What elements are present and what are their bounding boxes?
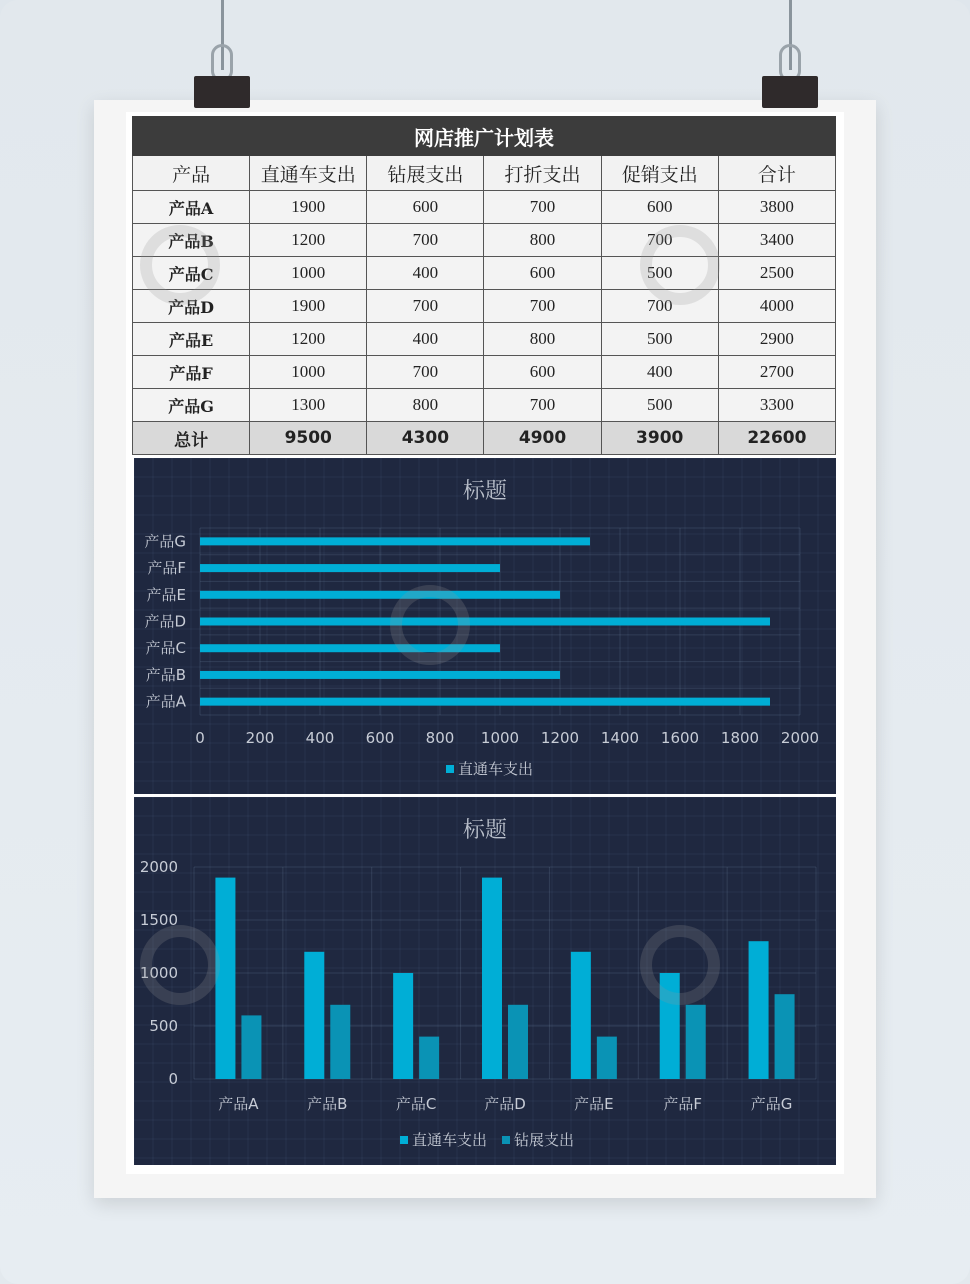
y-tick-label: 产品B — [145, 665, 186, 684]
bar-产品B-series2 — [330, 1005, 350, 1079]
legend-label-series1: 直通车支出 — [458, 760, 534, 778]
cell-discount: 700 — [484, 191, 601, 224]
legend-label-series1: 直通车支出 — [412, 1131, 488, 1149]
y-tick-label: 0 — [168, 1070, 178, 1088]
legend-swatch-series1 — [446, 765, 454, 773]
cell-diamond-booth: 400 — [367, 323, 484, 356]
bar-产品G-series1 — [749, 941, 769, 1079]
binder-clip-right — [762, 76, 818, 108]
cell-product: 产品C — [133, 257, 250, 290]
cell-discount: 800 — [484, 224, 601, 257]
cell-discount: 800 — [484, 323, 601, 356]
watermark-logo — [140, 925, 220, 1005]
bar-产品G — [200, 537, 590, 545]
bar-产品B-series1 — [304, 952, 324, 1079]
x-tick-label: 200 — [245, 729, 275, 747]
cell-diamond-booth: 400 — [367, 257, 484, 290]
cell-sum: 3400 — [718, 224, 835, 257]
table-row — [133, 224, 836, 257]
table-title-row — [133, 117, 836, 156]
header-sum: 合计 — [718, 156, 835, 191]
cell-through-train: 1000 — [250, 257, 367, 290]
x-tick-label: 1800 — [720, 729, 760, 747]
watermark-logo — [640, 925, 720, 1005]
cell-diamond-booth: 600 — [367, 191, 484, 224]
y-tick-label: 产品E — [146, 585, 186, 604]
watermark-logo — [640, 225, 720, 305]
x-tick-label: 400 — [305, 729, 335, 747]
horizontal-bar-chart — [134, 458, 836, 794]
x-tick-label: 1400 — [600, 729, 640, 747]
header-through-train: 直通车支出 — [250, 156, 367, 191]
cell-sum: 2500 — [718, 257, 835, 290]
bar-产品E-series1 — [571, 952, 591, 1079]
x-tick-label: 产品D — [484, 1095, 526, 1113]
header-discount: 打折支出 — [484, 156, 601, 191]
horizontal-bar-chart-svg — [134, 458, 836, 794]
header-product: 产品 — [133, 156, 250, 191]
y-tick-label: 产品A — [145, 692, 186, 711]
cell-diamond-booth: 700 — [367, 224, 484, 257]
watermark-logo — [390, 585, 470, 665]
cell-promotion: 500 — [601, 257, 718, 290]
y-tick-label: 产品C — [145, 639, 186, 658]
table-row — [133, 257, 836, 290]
cell-product: 产品A — [133, 191, 250, 224]
cell-product: 产品F — [133, 356, 250, 389]
cell-promotion: 700 — [601, 224, 718, 257]
bar-产品G-series2 — [775, 994, 795, 1079]
cell-sum: 2700 — [718, 356, 835, 389]
cell-sum: 4000 — [718, 290, 835, 323]
x-tick-label: 800 — [425, 729, 455, 747]
x-tick-label: 600 — [365, 729, 395, 747]
legend-label-series2: 钻展支出 — [514, 1131, 575, 1149]
bar-产品F-series2 — [686, 1005, 706, 1079]
cell-through-train: 1200 — [250, 323, 367, 356]
table-title: 网店推广计划表 — [133, 117, 836, 156]
table-row — [133, 290, 836, 323]
total-through-train: 9500 — [250, 422, 367, 455]
table-row — [133, 191, 836, 224]
cell-discount: 600 — [484, 257, 601, 290]
cell-sum: 2900 — [718, 323, 835, 356]
bar-产品A — [200, 698, 770, 706]
bar-产品D — [200, 618, 770, 626]
column-chart-svg — [134, 797, 836, 1165]
y-tick-label: 1500 — [139, 911, 178, 929]
total-promotion: 3900 — [601, 422, 718, 455]
y-tick-label: 2000 — [139, 858, 178, 876]
cell-diamond-booth: 700 — [367, 356, 484, 389]
bar-产品F — [200, 564, 500, 572]
legend-swatch-series2 — [502, 1136, 510, 1144]
cell-product: 产品E — [133, 323, 250, 356]
y-tick-label: 产品D — [144, 612, 186, 631]
cell-through-train: 1900 — [250, 290, 367, 323]
total-sum: 22600 — [718, 422, 835, 455]
cell-promotion: 600 — [601, 191, 718, 224]
table-row — [133, 356, 836, 389]
cell-promotion: 500 — [601, 389, 718, 422]
table-header-row — [133, 156, 836, 191]
legend-swatch-series1 — [400, 1136, 408, 1144]
table-row — [133, 389, 836, 422]
bar-产品E — [200, 591, 560, 599]
cell-discount: 600 — [484, 356, 601, 389]
binder-clip-left — [194, 76, 250, 108]
cell-product: 产品G — [133, 389, 250, 422]
y-tick-label: 产品F — [147, 559, 186, 578]
column-chart — [134, 797, 836, 1165]
header-diamond-booth: 钻展支出 — [367, 156, 484, 191]
total-diamond-booth: 4300 — [367, 422, 484, 455]
cell-product: 产品B — [133, 224, 250, 257]
bar-产品E-series2 — [597, 1037, 617, 1079]
x-tick-label: 产品C — [395, 1095, 437, 1113]
bar-产品A-series2 — [241, 1015, 261, 1079]
cell-through-train: 1000 — [250, 356, 367, 389]
bar-产品B — [200, 671, 560, 679]
cell-through-train: 1900 — [250, 191, 367, 224]
cell-promotion: 500 — [601, 323, 718, 356]
promotion-plan-table — [132, 116, 836, 455]
y-tick-label: 产品G — [144, 532, 186, 551]
x-tick-label: 2000 — [780, 729, 820, 747]
table-total-row — [133, 422, 836, 455]
x-tick-label: 1200 — [540, 729, 580, 747]
cell-discount: 700 — [484, 389, 601, 422]
bar-产品C-series1 — [393, 973, 413, 1079]
table-row — [133, 323, 836, 356]
y-tick-label: 500 — [149, 1017, 178, 1035]
bar-产品D-series1 — [482, 878, 502, 1079]
cell-through-train: 1200 — [250, 224, 367, 257]
x-tick-label: 1000 — [480, 729, 520, 747]
cell-promotion: 700 — [601, 290, 718, 323]
cell-diamond-booth: 800 — [367, 389, 484, 422]
x-tick-label: 产品G — [750, 1095, 793, 1113]
total-discount: 4900 — [484, 422, 601, 455]
cell-discount: 700 — [484, 290, 601, 323]
cell-diamond-booth: 700 — [367, 290, 484, 323]
cell-sum: 3300 — [718, 389, 835, 422]
watermark-logo — [140, 225, 220, 305]
bar-产品C-series2 — [419, 1037, 439, 1079]
x-tick-label: 产品E — [574, 1095, 614, 1113]
x-tick-label: 产品A — [218, 1095, 259, 1113]
cell-sum: 3800 — [718, 191, 835, 224]
x-tick-label: 1600 — [660, 729, 700, 747]
x-tick-label: 0 — [195, 729, 205, 747]
bar-产品D-series2 — [508, 1005, 528, 1079]
chart-title: 标题 — [462, 818, 508, 843]
bar-产品A-series1 — [215, 878, 235, 1079]
x-tick-label: 产品F — [663, 1095, 703, 1113]
total-product: 总计 — [133, 422, 250, 455]
header-promotion: 促销支出 — [601, 156, 718, 191]
chart-title: 标题 — [462, 479, 508, 504]
x-tick-label: 产品B — [307, 1095, 348, 1113]
cell-promotion: 400 — [601, 356, 718, 389]
cell-through-train: 1300 — [250, 389, 367, 422]
y-tick-label: 1000 — [139, 964, 178, 982]
cell-product: 产品D — [133, 290, 250, 323]
